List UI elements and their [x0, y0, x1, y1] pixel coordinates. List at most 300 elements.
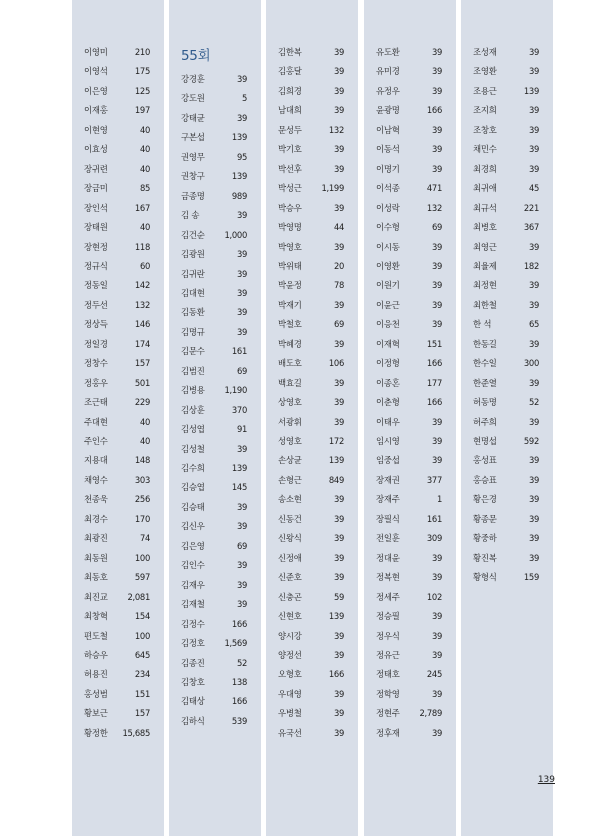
donor-name: 정홍우: [84, 377, 108, 388]
donor-name: 김동환: [181, 307, 205, 318]
donation-amount: 39: [431, 260, 442, 271]
list-item: [266, 102, 358, 118]
list-item: [266, 83, 358, 99]
donor-name: 최한철: [473, 299, 497, 310]
donation-amount: 161: [231, 346, 247, 357]
donor-name: 김재철: [181, 599, 205, 610]
list-item: [461, 200, 553, 216]
list-item: [169, 596, 261, 612]
donation-amount: 221: [523, 202, 539, 213]
donor-name: 임시영: [376, 436, 400, 446]
donation-amount: 2,081: [127, 591, 150, 602]
donor-name: 문성두: [278, 124, 302, 135]
donation-amount: 645: [134, 649, 150, 660]
list-item: [169, 616, 261, 632]
donor-name: 조근태: [84, 397, 108, 408]
donor-name: 신동건: [278, 513, 302, 524]
donor-name: 신현호: [278, 611, 302, 622]
donor-name: 박선후: [278, 163, 302, 174]
donor-name: 권창구: [181, 171, 205, 182]
list-item: [169, 304, 261, 320]
donation-amount: 39: [431, 455, 442, 466]
list-item: [461, 122, 553, 138]
donation-amount: 52: [528, 397, 539, 408]
donor-name: 김종진: [181, 657, 205, 668]
list-item: [266, 394, 358, 410]
donor-name: 최동호: [84, 572, 108, 583]
list-item: [72, 44, 164, 60]
donor-name: 정승필: [376, 611, 400, 622]
donation-amount: 39: [236, 287, 247, 298]
donation-amount: 170: [134, 513, 150, 524]
list-item: [364, 239, 456, 255]
donation-amount: 142: [134, 280, 150, 291]
donor-name: 이원기: [376, 280, 400, 291]
list-item: [169, 129, 261, 145]
donor-name: 박윤정: [278, 280, 302, 291]
list-item: [72, 725, 164, 741]
donor-name: 이남혁: [376, 124, 400, 135]
list-item: [364, 122, 456, 138]
donation-amount: 60: [139, 260, 150, 271]
list-column-5: [461, 0, 553, 836]
list-item: [364, 258, 456, 274]
donation-amount: 39: [236, 443, 247, 454]
donor-name: 한준열: [473, 377, 497, 388]
donation-amount: 39: [528, 280, 539, 291]
donor-name: 김명규: [181, 326, 205, 337]
donor-name: 정동일: [84, 280, 108, 291]
donation-amount: 39: [528, 552, 539, 563]
list-item: [461, 433, 553, 449]
donation-amount: 40: [139, 163, 150, 174]
donor-name: 권영무: [181, 151, 205, 162]
donor-name: 장귀련: [84, 163, 108, 174]
list-item: [364, 297, 456, 313]
donation-amount: 39: [333, 299, 344, 310]
list-item: [266, 297, 358, 313]
list-item: [364, 491, 456, 507]
donor-name: 최광진: [84, 533, 108, 544]
list-item: [266, 452, 358, 468]
donation-amount: 157: [134, 708, 150, 719]
list-item: [72, 666, 164, 682]
donation-amount: 139: [328, 455, 344, 466]
list-item: [169, 674, 261, 690]
donation-amount: 39: [333, 85, 344, 96]
list-item: [364, 628, 456, 644]
list-item: [169, 363, 261, 379]
donation-amount: 39: [431, 299, 442, 310]
donation-amount: 39: [528, 377, 539, 388]
list-item: [364, 589, 456, 605]
list-item: [461, 239, 553, 255]
donation-amount: 91: [236, 424, 247, 435]
donor-name: 조창호: [473, 124, 497, 135]
donation-amount: 40: [139, 144, 150, 155]
donation-amount: 85: [139, 183, 150, 194]
list-item: [364, 647, 456, 663]
donation-amount: 39: [431, 85, 442, 96]
donation-amount: 175: [134, 66, 150, 77]
donation-amount: 39: [333, 533, 344, 544]
list-item: [266, 511, 358, 527]
list-item: [72, 277, 164, 293]
list-item: [169, 577, 261, 593]
list-item: [266, 316, 358, 332]
donor-name: 정현주: [376, 708, 400, 719]
list-item: [364, 219, 456, 235]
list-item: [72, 452, 164, 468]
donation-amount: 138: [231, 676, 247, 687]
donor-name: 손상균: [278, 455, 302, 466]
donor-name: 주대현: [84, 416, 108, 427]
donation-amount: 309: [426, 533, 442, 544]
donor-name: 김성엽: [181, 424, 205, 435]
donation-amount: 166: [328, 669, 344, 680]
list-item: [169, 382, 261, 398]
donor-name: 최동원: [84, 552, 108, 563]
list-item: [72, 511, 164, 527]
list-item: [461, 550, 553, 566]
donor-name: 황중하: [473, 533, 497, 544]
donor-name: 한수일: [473, 358, 497, 369]
list-item: [364, 316, 456, 332]
donor-name: 정후재: [376, 727, 400, 738]
donation-amount: 1,190: [224, 385, 247, 396]
donor-name: 이응천: [376, 319, 400, 330]
donation-amount: 40: [139, 124, 150, 135]
donation-amount: 74: [139, 533, 150, 544]
donation-amount: 139: [231, 463, 247, 473]
session-heading: 55회: [181, 48, 211, 64]
list-item: [266, 277, 358, 293]
donor-name: 황보근: [84, 708, 108, 719]
donor-name: 금종명: [181, 190, 205, 201]
donor-name: 성영호: [278, 436, 302, 446]
donation-amount: 39: [528, 163, 539, 174]
donor-name: 백효길: [278, 377, 302, 388]
donor-name: 김정호: [181, 638, 205, 649]
donor-name: 김귀란: [181, 268, 205, 279]
donation-amount: 125: [134, 85, 150, 96]
donor-name: 박철호: [278, 319, 302, 330]
donation-amount: 39: [236, 307, 247, 318]
list-item: [169, 518, 261, 534]
donor-name: 양정선: [278, 649, 302, 660]
list-item: [72, 472, 164, 488]
list-item: [266, 239, 358, 255]
list-item: [266, 628, 358, 644]
list-item: [364, 200, 456, 216]
donor-name: 박승우: [278, 202, 302, 213]
donor-name: 허동명: [473, 397, 497, 408]
list-item: [72, 491, 164, 507]
donation-amount: 256: [134, 494, 150, 505]
list-item: [364, 472, 456, 488]
donor-name: 이시동: [376, 241, 400, 252]
donor-name: 정대윤: [376, 552, 400, 563]
donation-amount: 44: [333, 222, 344, 233]
donor-name: 김건순: [181, 229, 205, 240]
list-item: [364, 725, 456, 741]
list-item: [72, 433, 164, 449]
donation-amount: 161: [426, 513, 442, 524]
donor-name: 이재홍: [84, 105, 108, 116]
donation-amount: 139: [231, 171, 247, 182]
donation-amount: 132: [328, 124, 344, 135]
donation-amount: 39: [528, 105, 539, 116]
list-item: [461, 336, 553, 352]
donor-name: 장인석: [84, 202, 108, 213]
donation-amount: 166: [231, 696, 247, 707]
list-item: [461, 355, 553, 371]
list-item: [266, 161, 358, 177]
donation-amount: 177: [426, 377, 442, 388]
donation-amount: 39: [431, 241, 442, 252]
list-item: [72, 550, 164, 566]
donor-name: 장현정: [84, 241, 108, 252]
list-item: [461, 316, 553, 332]
list-item: [169, 266, 261, 282]
donation-amount: 39: [236, 326, 247, 337]
donation-amount: 303: [134, 474, 150, 485]
donor-name: 이춘형: [376, 397, 400, 408]
donor-name: 김 송: [181, 210, 200, 221]
donation-amount: 39: [528, 513, 539, 524]
donation-amount: 300: [523, 358, 539, 369]
list-item: [461, 83, 553, 99]
donor-name: 최정현: [473, 280, 497, 291]
donation-amount: 39: [431, 124, 442, 135]
donor-name: 지용대: [84, 455, 108, 466]
list-item: [364, 180, 456, 196]
donor-name: 장태원: [84, 222, 108, 233]
donor-name: 김문수: [181, 346, 205, 357]
donor-name: 박혜경: [278, 338, 302, 349]
donation-amount: 234: [134, 669, 150, 680]
donor-name: 이석종: [376, 183, 400, 194]
donation-amount: 39: [236, 249, 247, 260]
donor-name: 김재우: [181, 579, 205, 590]
donation-amount: 39: [236, 501, 247, 512]
donation-amount: 139: [328, 611, 344, 622]
list-item: [266, 375, 358, 391]
donor-name: 정규식: [84, 260, 108, 271]
list-item: [461, 180, 553, 196]
donation-amount: 370: [231, 404, 247, 415]
list-item: [461, 394, 553, 410]
donation-amount: 1: [436, 494, 442, 505]
donor-name: 박기호: [278, 144, 302, 155]
donor-name: 이현영: [84, 124, 108, 135]
list-item: [72, 316, 164, 332]
donor-name: 한동길: [473, 338, 497, 349]
list-item: [169, 441, 261, 457]
list-item: [72, 122, 164, 138]
donor-name: 정상득: [84, 319, 108, 330]
donor-name: 황진복: [473, 552, 497, 563]
list-item: [169, 188, 261, 204]
list-item: [266, 258, 358, 274]
donation-amount: 69: [236, 365, 247, 376]
donor-name: 이동석: [376, 144, 400, 155]
donor-name: 구본섭: [181, 132, 205, 143]
list-item: [266, 63, 358, 79]
donation-amount: 166: [426, 397, 442, 408]
list-item: [72, 686, 164, 702]
donation-amount: 102: [426, 591, 442, 602]
list-item: [72, 180, 164, 196]
list-item: [266, 219, 358, 235]
donation-amount: 15,685: [122, 727, 150, 738]
list-item: [72, 647, 164, 663]
list-item: [461, 375, 553, 391]
donation-amount: 39: [528, 144, 539, 155]
donor-name: 신준호: [278, 572, 302, 583]
list-item: [72, 530, 164, 546]
donor-name: 최병호: [473, 222, 497, 233]
donor-name: 김승태: [181, 501, 205, 512]
donor-name: 서광휘: [278, 416, 302, 427]
donor-name: 박위태: [278, 260, 302, 271]
list-item: [364, 608, 456, 624]
donation-amount: 39: [528, 47, 539, 57]
donation-amount: 39: [333, 47, 344, 57]
list-item: [266, 336, 358, 352]
donation-amount: 39: [528, 455, 539, 466]
list-item: [364, 355, 456, 371]
list-item: [266, 608, 358, 624]
donor-name: 배도호: [278, 358, 302, 369]
list-item: [72, 336, 164, 352]
list-item: [266, 666, 358, 682]
donation-amount: 39: [431, 630, 442, 641]
donor-name: 김창호: [181, 676, 205, 687]
list-item: [364, 511, 456, 527]
list-item: [169, 655, 261, 671]
donor-name: 황정한: [84, 727, 108, 738]
list-item: [72, 297, 164, 313]
donation-amount: 106: [328, 358, 344, 369]
donation-amount: 39: [236, 74, 247, 84]
donation-amount: 39: [333, 144, 344, 155]
donation-amount: 39: [333, 338, 344, 349]
list-item: [461, 530, 553, 546]
donation-amount: 39: [528, 338, 539, 349]
donor-name: 김상훈: [181, 404, 205, 415]
donor-name: 이종혼: [376, 377, 400, 388]
list-item: [266, 180, 358, 196]
donor-name: 김태상: [181, 696, 205, 707]
donor-name: 채영수: [84, 474, 108, 485]
donation-amount: 471: [426, 183, 442, 194]
list-item: [169, 285, 261, 301]
donor-name: 손형근: [278, 474, 302, 485]
donor-name: 이재혁: [376, 338, 400, 349]
donor-name: 장금미: [84, 183, 108, 194]
donor-name: 김범진: [181, 365, 205, 376]
donation-amount: 172: [328, 436, 344, 446]
donor-name: 이영석: [84, 66, 108, 77]
list-item: [72, 414, 164, 430]
donor-name: 허주희: [473, 416, 497, 427]
donation-amount: 377: [426, 474, 442, 485]
donor-name: 박영호: [278, 241, 302, 252]
list-item: [169, 207, 261, 223]
donation-amount: 1,000: [224, 229, 247, 240]
list-item: [364, 569, 456, 585]
donor-name: 조영환: [473, 66, 497, 77]
list-item: [364, 375, 456, 391]
list-item: [266, 550, 358, 566]
donation-amount: 39: [333, 513, 344, 524]
donation-amount: 849: [328, 474, 344, 485]
donation-amount: 39: [431, 649, 442, 660]
donation-amount: 539: [231, 715, 247, 726]
donation-amount: 39: [236, 268, 247, 279]
list-item: [364, 530, 456, 546]
donation-amount: 167: [134, 202, 150, 213]
list-item: [169, 460, 261, 476]
donation-amount: 100: [134, 630, 150, 641]
list-item: [169, 499, 261, 515]
donor-name: 정복현: [376, 572, 400, 583]
list-item: [461, 141, 553, 157]
donation-amount: 197: [134, 105, 150, 116]
donation-amount: 166: [426, 358, 442, 369]
donor-name: 이태우: [376, 416, 400, 427]
donation-amount: 39: [431, 66, 442, 77]
donation-amount: 39: [236, 560, 247, 571]
donor-name: 이정형: [376, 358, 400, 369]
list-item: [461, 277, 553, 293]
donation-amount: 40: [139, 416, 150, 427]
list-item: [72, 83, 164, 99]
list-item: [461, 414, 553, 430]
donor-name: 이영미: [84, 47, 108, 57]
donor-name: 최율제: [473, 260, 497, 271]
list-item: [72, 200, 164, 216]
donor-name: 이명기: [376, 163, 400, 174]
list-item: [461, 258, 553, 274]
list-item: [72, 628, 164, 644]
list-item: [266, 589, 358, 605]
donation-amount: 39: [236, 521, 247, 532]
donation-amount: 39: [333, 377, 344, 388]
donor-name: 이수형: [376, 222, 400, 233]
donation-amount: 367: [523, 222, 539, 233]
donor-name: 정태호: [376, 669, 400, 680]
donation-amount: 5: [241, 93, 247, 104]
page-number: 139: [537, 775, 555, 785]
donation-amount: 157: [134, 358, 150, 369]
list-item: [461, 219, 553, 235]
donor-name: 최창혁: [84, 611, 108, 622]
donor-name: 최규석: [473, 202, 497, 213]
list-item: [266, 355, 358, 371]
list-item: [461, 297, 553, 313]
donor-name: 황은경: [473, 494, 497, 505]
donation-amount: 166: [426, 105, 442, 116]
list-item: [72, 705, 164, 721]
donation-amount: 39: [333, 66, 344, 77]
donation-amount: 154: [134, 611, 150, 622]
donor-name: 김대현: [181, 287, 205, 298]
list-item: [169, 557, 261, 573]
donor-name: 정우식: [376, 630, 400, 641]
list-item: [364, 102, 456, 118]
